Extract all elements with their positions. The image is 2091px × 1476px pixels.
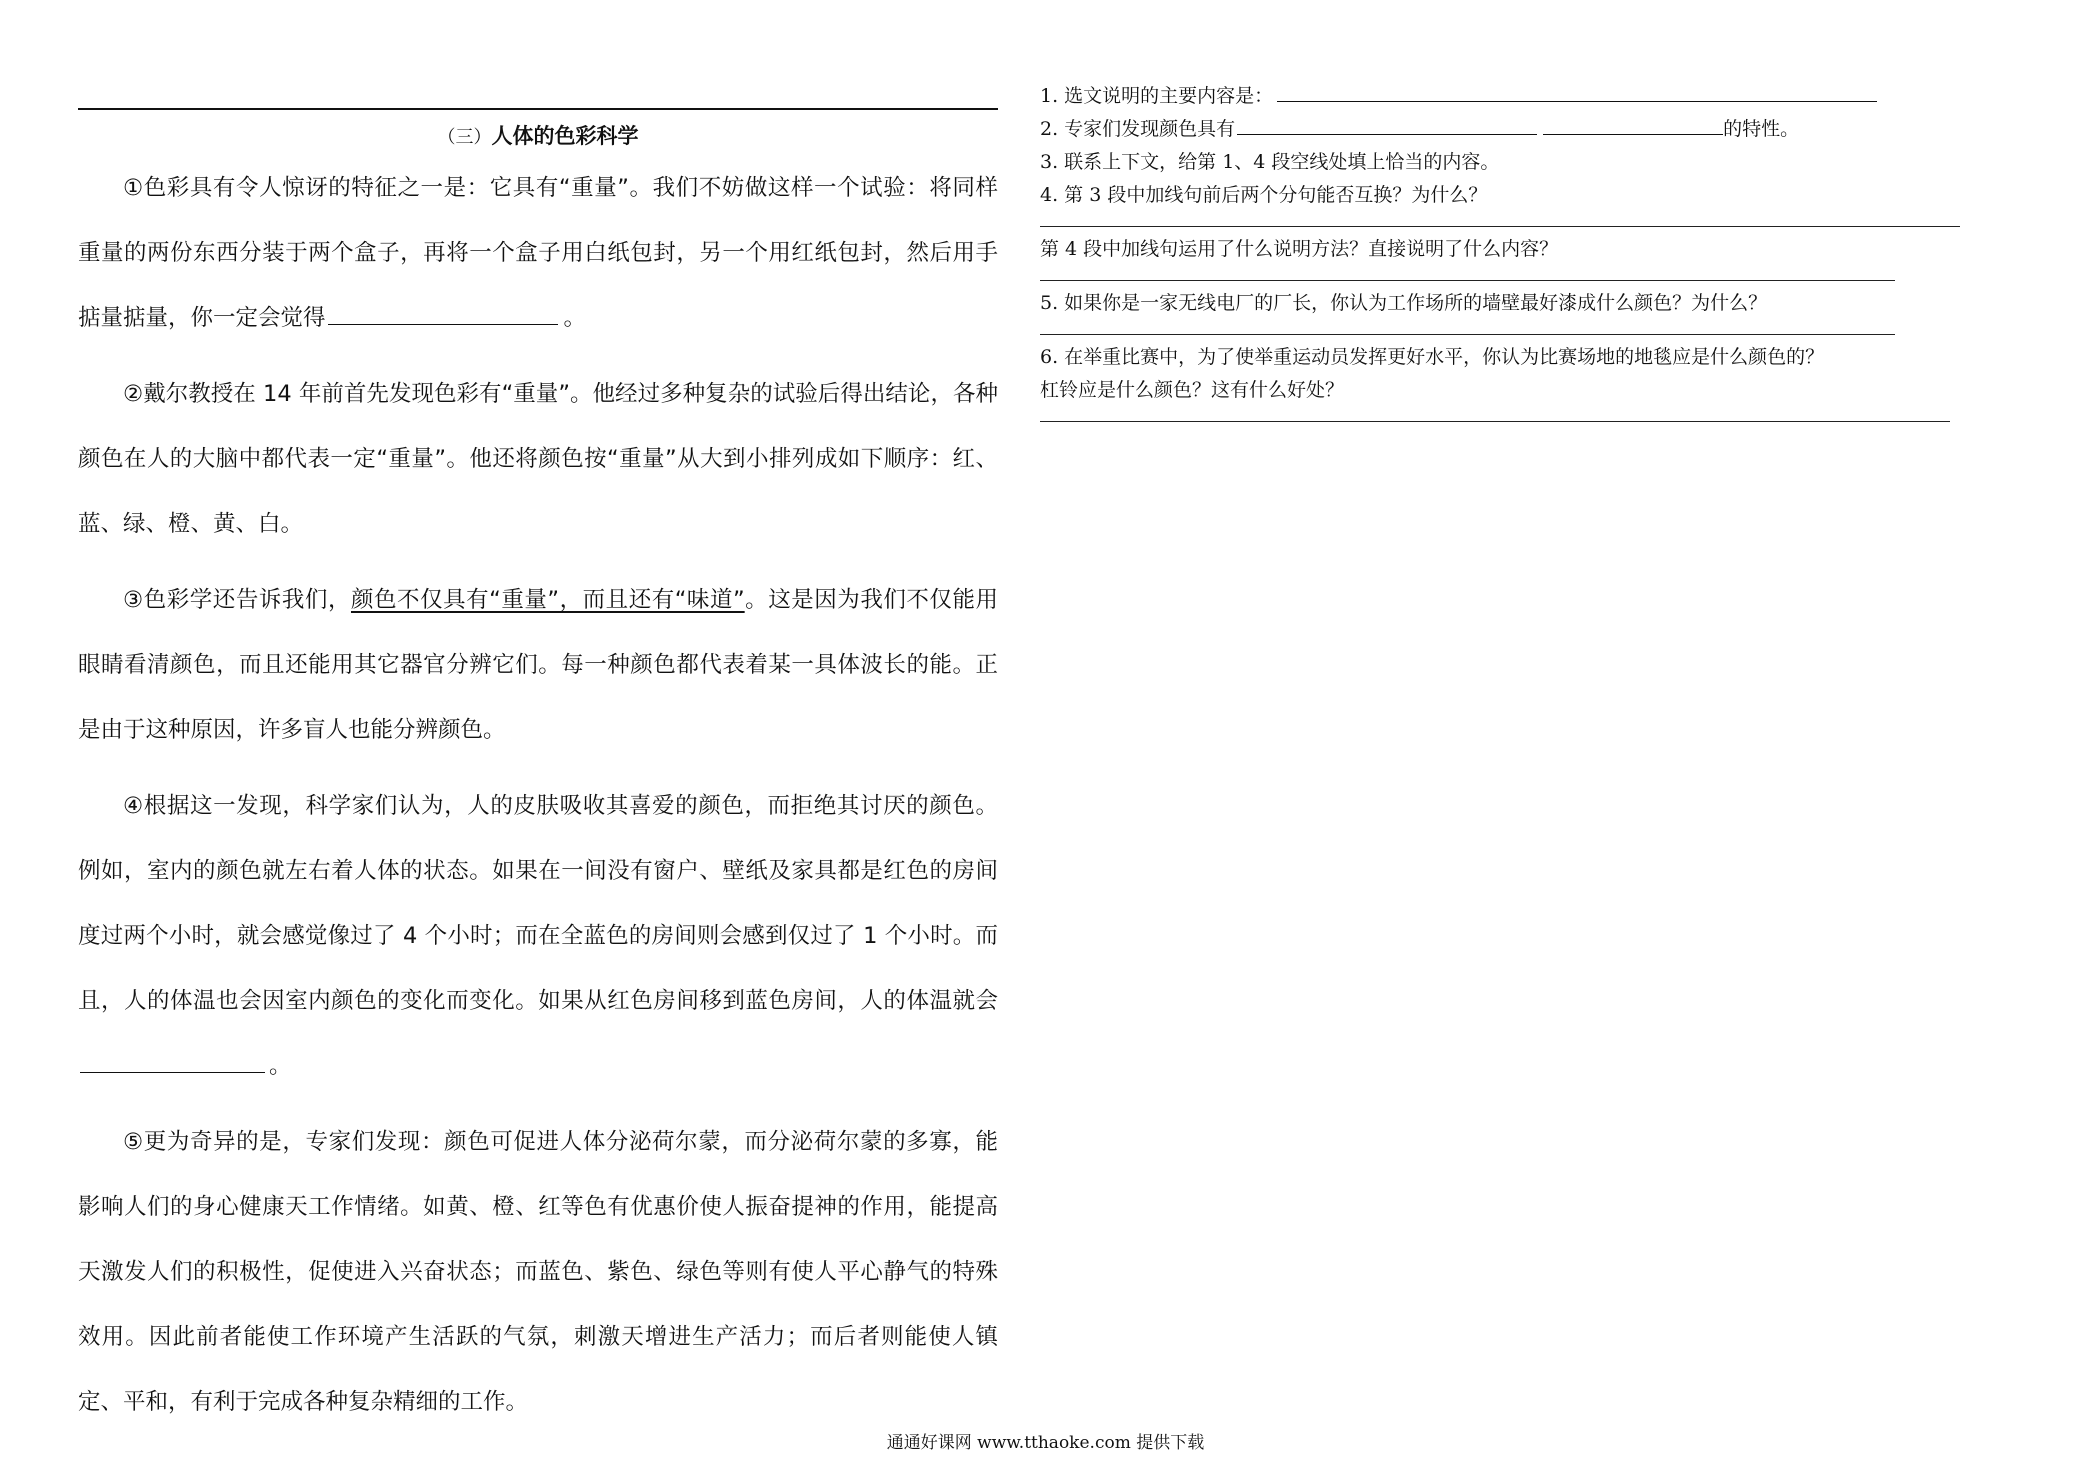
answer-blank-1[interactable] xyxy=(1277,82,1877,102)
article-title-text: 人体的色彩科学 xyxy=(491,123,639,148)
article-title-number: （三） xyxy=(437,127,492,148)
answer-line-4[interactable] xyxy=(1040,226,1960,227)
paragraph-4-end: 。 xyxy=(269,1053,292,1079)
paragraph-4-text: ④根据这一发现，科学家们认为，人的皮肤吸收其喜爱的颜色，而拒绝其讨厌的颜色。例如，室内的颜色就左右着人体的状态。如果在一间没有窗户、壁纸及家具都是红色的房间度过两个小时，就会感觉像过了 4 个小时；而在全蓝色的房间则会感到仅过了 1 个小时。而且，人的体温也会因室内颜色的变化而变化。如果从红色房间移到蓝色房间，人的体温就会 xyxy=(78,793,998,1014)
question-6-continued: 杠铃应是什么颜色？这有什么好处？ xyxy=(1040,379,1345,401)
underlined-sentence: 颜色不仅具有“重量”，而且还有“味道” xyxy=(350,587,745,613)
paragraph-3-text-b: 。这是因为我们不仅能用眼睛看清颜色，而且还能用其它器官分辨它们。每一种颜色都代表着某一具体波长的能。正是由于这种原因，许多盲人也能分辨颜色。 xyxy=(78,587,998,743)
article-column xyxy=(78,60,998,1435)
questions-column xyxy=(1040,80,1960,428)
question-2 xyxy=(1040,113,1960,146)
question-2-text: 2. 专家们发现颜色具有 xyxy=(1040,118,1236,140)
question-4: 4. 第 3 段中加线句前后两个分句能否互换？为什么？ xyxy=(1040,184,1488,206)
paragraph-1 xyxy=(78,156,998,351)
paragraph-2: ②戴尔教授在 14 年前首先发现色彩有“重量”。他经过多种复杂的试验后得出结论，各种颜色在人的大脑中都代表一定“重量”。他还将颜色按“重量”从大到小排列成如下顺序：红、蓝、绿、橙、黄、白。 xyxy=(78,381,998,537)
fill-blank-1[interactable] xyxy=(328,302,558,326)
answer-line-5[interactable] xyxy=(1040,334,1895,335)
paragraph-3-text-a: ③色彩学还告诉我们， xyxy=(123,587,351,613)
question-6: 6. 在举重比赛中，为了使举重运动员发挥更好水平，你认为比赛场地的地毯应是什么颜色的？ xyxy=(1040,346,1825,368)
top-divider xyxy=(78,108,998,110)
answer-blank-2b[interactable] xyxy=(1543,115,1723,135)
footer-credit: 通通好课网 www.tthaoke.com 提供下载 xyxy=(886,1433,1205,1453)
answer-line-6[interactable] xyxy=(1040,421,1950,422)
question-3: 3. 联系上下文，给第 1、4 段空线处填上恰当的内容。 xyxy=(1040,151,1500,173)
article-title xyxy=(78,120,998,150)
paragraph-5: ⑤更为奇异的是，专家们发现：颜色可促进人体分泌荷尔蒙，而分泌荷尔蒙的多寡，能影响人们的身心健康天工作情绪。如黄、橙、红等色有优惠价使人振奋提神的作用，能提高天激发人们的积极性，促使进入兴奋状态；而蓝色、紫色、绿色等则有使人平心静气的特殊效用。因此前者能使工作环境产生活跃的气氛，刺激天增进生产活力；而后者则能使人镇定、平和，有利于完成各种复杂精细的工作。 xyxy=(78,1129,998,1415)
question-2-end: 的特性。 xyxy=(1723,118,1800,140)
answer-line-4b[interactable] xyxy=(1040,280,1895,281)
paragraph-1-text: ①色彩具有令人惊讶的特征之一是：它具有“重量”。我们不妨做这样一个试验：将同样重量的两份东西分装于两个盒子，再将一个盒子用白纸包封，另一个用红纸包封，然后用手掂量掂量，你一定会觉得 xyxy=(78,175,998,331)
question-4b: 第 4 段中加线句运用了什么说明方法？直接说明了什么内容？ xyxy=(1040,238,1559,260)
paragraph-4 xyxy=(78,774,998,1099)
paragraph-3 xyxy=(78,568,998,763)
paragraph-1-end: 。 xyxy=(563,305,587,331)
question-5: 5. 如果你是一家无线电厂的厂长，你认为工作场所的墙壁最好漆成什么颜色？为什么？ xyxy=(1040,292,1768,314)
answer-blank-2a[interactable] xyxy=(1237,115,1537,135)
fill-blank-2[interactable] xyxy=(80,1050,265,1074)
question-1 xyxy=(1040,80,1960,113)
question-1-text: 1. 选文说明的主要内容是： xyxy=(1040,85,1274,107)
